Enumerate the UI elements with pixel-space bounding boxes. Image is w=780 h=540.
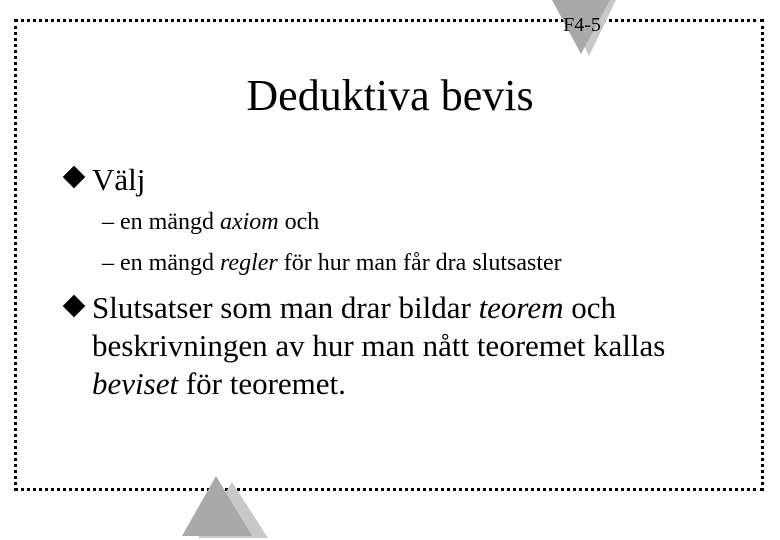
paragraph-line-3 [92,365,732,403]
sub-bullet-axiom [102,206,319,238]
slide-title: Deduktiva bevis [246,71,534,120]
slide-number: F4-5 [563,14,601,36]
sub-bullet-suffix: och [278,209,320,235]
bullet-text: Välj [92,162,146,197]
line3-suffix: för teoremet. [178,366,346,401]
paragraph-line-2: beskrivningen av hur man nått teoremet kallas [92,328,666,363]
bullet-paragraph [92,289,732,403]
sub-bullet-prefix: – en mängd [102,250,220,276]
line1-emphasis: teorem [478,290,564,325]
bottom-triangle-decoration [178,476,274,540]
sub-bullet-emphasis: regler [219,250,278,276]
sub-bullet-regler [102,247,562,279]
sub-bullet-emphasis: axiom [219,209,279,235]
line3-emphasis: beviset [92,366,179,401]
line1-prefix: Slutsatser som man drar bildar [92,290,479,325]
line1-suffix: och [563,290,617,325]
sub-bullet-prefix: – en mängd [102,209,220,235]
sub-bullet-suffix: för hur man får dra slutsaster [277,250,562,276]
paragraph-line-1 [92,289,732,327]
